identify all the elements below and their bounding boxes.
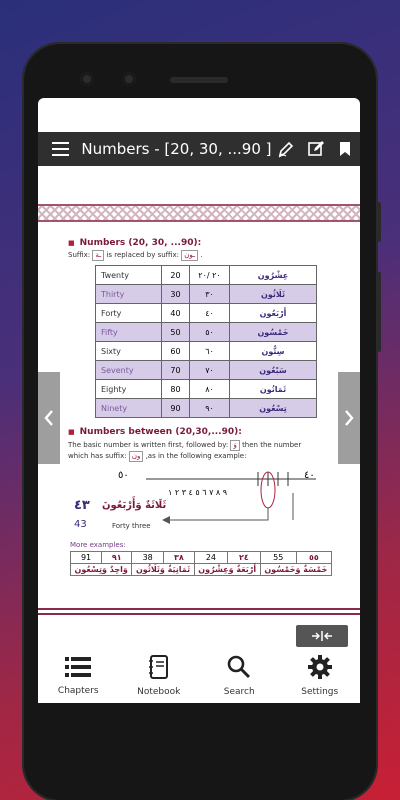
cell-en: Fifty xyxy=(96,323,162,342)
example-en-number: 91 xyxy=(71,552,102,564)
cell-digit: 30 xyxy=(162,285,190,304)
page-title: Numbers - [20, 30, ...90 ] xyxy=(81,140,272,158)
pen-icon[interactable] xyxy=(272,132,302,166)
example-en-number: 24 xyxy=(194,552,227,564)
cell-en: Seventy xyxy=(96,361,162,380)
table-row xyxy=(96,266,317,285)
examples-word-row xyxy=(71,564,332,576)
bottom-navigation xyxy=(38,648,360,703)
example-en-number: 38 xyxy=(132,552,164,564)
cell-digit: 70 xyxy=(162,361,190,380)
app-screen xyxy=(38,98,360,703)
edit-note-icon[interactable] xyxy=(301,132,331,166)
cell-en: Twenty xyxy=(96,266,162,285)
nav-tab-label: Search xyxy=(223,686,255,697)
example-word: خَمْسَةٌ وَخَمْسُون xyxy=(260,564,331,576)
volume-button xyxy=(377,272,381,352)
cell-en: Sixty xyxy=(96,342,162,361)
example-word: وَاحِدٌ وَتِسْعُون xyxy=(71,564,132,576)
page-divider xyxy=(38,608,360,610)
table-row xyxy=(96,323,317,342)
cell-word: سِتُّون xyxy=(230,342,317,361)
nav-tab-search[interactable] xyxy=(199,648,280,703)
example-ar-number: ٣٨ xyxy=(163,552,194,564)
examples-number-row xyxy=(71,552,332,564)
table-row xyxy=(96,342,317,361)
numbers-table xyxy=(95,265,317,418)
cell-word: خَمْسُون xyxy=(230,323,317,342)
example-arabic-word: ثَلَاثَةٌ وَأَرْبَعُونَ xyxy=(102,500,167,511)
cell-ar-digit: ٧٠ xyxy=(190,361,230,380)
example-ar-number: ٢٤ xyxy=(228,552,261,564)
nav-tab-label: Settings xyxy=(301,686,339,697)
cell-word: ثَمَانُون xyxy=(230,380,317,399)
cell-en: Forty xyxy=(96,304,162,323)
cell-word: ثَلَاثُون xyxy=(230,285,317,304)
example-english-number: 43 xyxy=(74,519,87,530)
front-camera xyxy=(80,72,94,86)
list-icon xyxy=(65,656,91,682)
scale-right-label: ٤٠ xyxy=(304,470,315,481)
example-word: أَرْبَعَةٌ وَعِشْرُون xyxy=(194,564,260,576)
table-row xyxy=(96,304,317,323)
table-row xyxy=(96,285,317,304)
app-bar xyxy=(38,132,360,166)
cell-digit: 90 xyxy=(162,399,190,418)
previous-page-button[interactable] xyxy=(38,372,60,464)
cell-ar-digit: ٣٠ xyxy=(190,285,230,304)
example-arabic-number: ٤٣ xyxy=(74,498,90,513)
example-ar-number: ٥٥ xyxy=(296,552,331,564)
cell-en: Thirty xyxy=(96,285,162,304)
example-ar-number: ٩١ xyxy=(102,552,132,564)
nav-tab-settings[interactable] xyxy=(280,648,361,703)
section-heading-between: ■ Numbers between (20,30,...90): xyxy=(68,427,242,437)
cell-ar-digit: ٤٠ xyxy=(190,304,230,323)
example-english-word: Forty three xyxy=(112,522,151,530)
scale-digits: ٩ ٨ ٧ ٦ ٥ ٤ ٣ ٢ ١ xyxy=(168,488,228,497)
cell-word: تِسْعُون xyxy=(230,399,317,418)
scale-left-label: ٥٠ xyxy=(118,470,129,481)
cell-digit: 40 xyxy=(162,304,190,323)
cell-ar-digit: ٢٠ /٢٠ xyxy=(190,266,230,285)
page-divider xyxy=(38,613,360,615)
suffix-note: Suffix: ـة is replaced by suffix: ـون . xyxy=(68,251,203,259)
cell-digit: 60 xyxy=(162,342,190,361)
section-heading-numbers: ■ Numbers (20, 30, ...90): xyxy=(68,238,201,248)
cell-digit: 80 xyxy=(162,380,190,399)
fit-width-button[interactable] xyxy=(296,625,348,647)
table-row xyxy=(96,361,317,380)
cell-ar-digit: ٩٠ xyxy=(190,399,230,418)
example-en-number: 55 xyxy=(260,552,296,564)
cell-en: Eighty xyxy=(96,380,162,399)
earpiece-speaker xyxy=(170,77,228,83)
cell-en: Ninety xyxy=(96,399,162,418)
gear-icon xyxy=(308,655,332,683)
table-row xyxy=(96,399,317,418)
bookmark-icon[interactable] xyxy=(331,132,361,166)
power-button xyxy=(377,202,381,242)
example-word: ثَمَانِيَةٌ وَثَلَاثُون xyxy=(132,564,194,576)
cell-ar-digit: ٥٠ xyxy=(190,323,230,342)
more-examples-table xyxy=(70,551,332,576)
cell-word: سَبْعُون xyxy=(230,361,317,380)
cell-word: أَرْبَعُون xyxy=(230,304,317,323)
decorative-border xyxy=(38,204,360,222)
notebook-icon xyxy=(149,655,169,683)
between-explanation: The basic number is written first, followed by: وَ then the number which has suffix: ون ,as in the following example: xyxy=(68,441,302,460)
table-row xyxy=(96,380,317,399)
cell-digit: 20 xyxy=(162,266,190,285)
nav-tab-label: Notebook xyxy=(137,686,181,697)
more-examples-label: More examples: xyxy=(70,541,126,549)
cell-ar-digit: ٦٠ xyxy=(190,342,230,361)
search-icon xyxy=(227,655,251,683)
cell-word: عِشْرُون xyxy=(230,266,317,285)
hamburger-menu-icon[interactable] xyxy=(52,142,69,156)
front-sensor xyxy=(122,72,136,86)
cell-digit: 50 xyxy=(162,323,190,342)
cell-ar-digit: ٨٠ xyxy=(190,380,230,399)
nav-tab-label: Chapters xyxy=(57,685,99,696)
nav-tab-notebook[interactable] xyxy=(119,648,200,703)
next-page-button[interactable] xyxy=(338,372,360,464)
nav-tab-chapters[interactable] xyxy=(38,648,119,703)
